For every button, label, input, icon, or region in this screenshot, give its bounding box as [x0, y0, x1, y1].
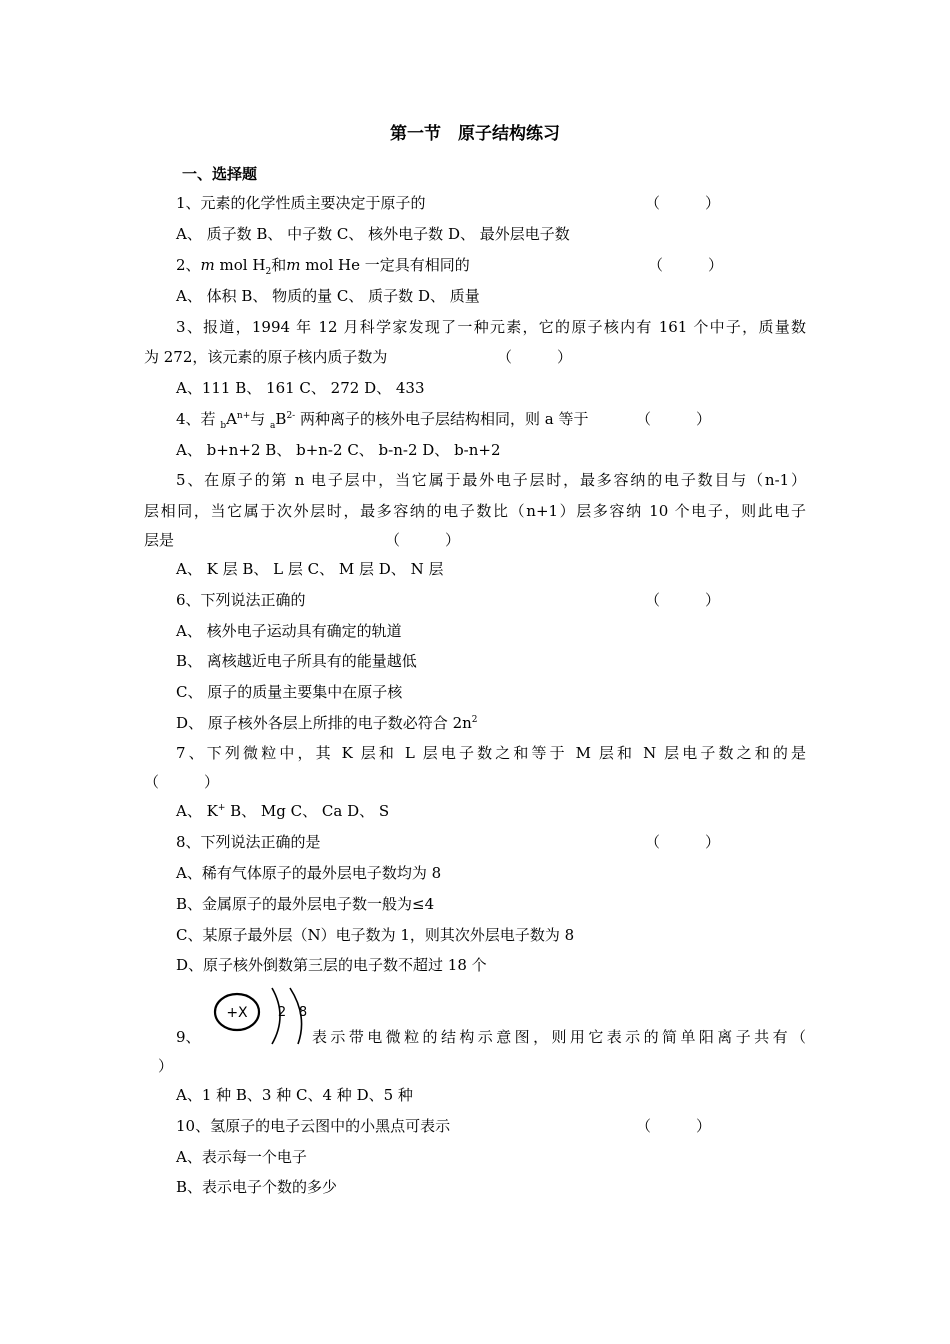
q2-prefix: 2、 [176, 256, 201, 274]
q2-m2: m [286, 256, 301, 274]
question-8-option-d: D、原子核外倒数第三层的电子数不超过 18 个 [176, 956, 487, 974]
answer-blank: （ ） [385, 531, 461, 549]
question-7-line2: （ ） [144, 773, 220, 791]
question-5-line3: 层是 [144, 531, 175, 549]
answer-blank: （ ） [636, 410, 712, 428]
question-5-options: A、 K 层 B、 L 层 C、 M 层 D、 N 层 [176, 560, 444, 578]
q7-opt-rest: B、 Mg C、 Ca D、 S [225, 802, 390, 820]
question-3-line1: 3、报道，1994 年 12 月科学家发现了一种元素，它的原子核内有 161 个中子，质量数 [176, 318, 806, 336]
question-3-line2: 为 272，该元素的原子核内质子数为 [144, 348, 388, 366]
shell-1-count: 2 [277, 1005, 287, 1020]
answer-blank: （ ） [636, 1117, 712, 1135]
question-1-options: A、 质子数 B、 中子数 C、 核外电子数 D、 最外层电子数 [176, 225, 570, 243]
question-10-option-b: B、表示电子个数的多少 [176, 1178, 338, 1196]
q2-sub: 2 [265, 267, 272, 277]
q4-e: 两种离子的核外电子层结构相同，则 a 等于 [295, 410, 589, 428]
q4-sub2: a [270, 421, 276, 431]
question-4-options: A、 b+n+2 B、 b+n-2 C、 b-n-2 D、 b-n+2 [176, 441, 501, 459]
question-3-options: A、111 B、 161 C、 272 D、 433 [176, 379, 425, 397]
q4-c: 与 [250, 410, 271, 428]
q6-d-text: D、 原子核外各层上所排的电子数必符合 2n [176, 714, 472, 732]
q4-a: 4、若 [176, 410, 221, 428]
question-9-close: ） [158, 1057, 174, 1075]
question-10-stem: 10、氢原子的电子云图中的小黑点可表示 [176, 1117, 451, 1135]
question-10-option-a: A、表示每一个电子 [176, 1148, 307, 1166]
section-heading: 一、选择题 [182, 165, 258, 183]
question-7-line1: 7、下列微粒中，其 K 层和 L 层电子数之和等于 M 层和 N 层电子数之和的是 [176, 744, 806, 762]
q2-c: mol He 一定具有相同的 [300, 256, 470, 274]
question-1-stem: 1、元素的化学性质主要决定于原子的 [176, 194, 426, 212]
question-6-option-a: A、 核外电子运动具有确定的轨道 [176, 622, 402, 640]
answer-blank: （ ） [645, 833, 721, 851]
q4-sup2: 2- [286, 411, 296, 421]
q7-opt-a-sup: + [217, 803, 226, 813]
question-4-stem [176, 409, 588, 429]
q2-m1: m [200, 256, 215, 274]
q2-a: mol H [214, 256, 266, 274]
question-7-options [176, 801, 389, 821]
answer-blank: （ ） [645, 194, 721, 212]
question-9-text: 表示带电微粒的结构示意图，则用它表示的简单阳离子共有（ [312, 1028, 806, 1046]
shell-2-count: 8 [298, 1005, 308, 1020]
question-6-option-d [176, 713, 478, 733]
question-6-stem: 6、下列说法正确的 [176, 591, 306, 609]
question-6-option-b: B、 离核越近电子所具有的能量越低 [176, 652, 417, 670]
q4-sup1: n+ [236, 411, 251, 421]
question-8-option-a: A、稀有气体原子的最外层电子数均为 8 [176, 864, 442, 882]
question-9-options: A、1 种 B、3 种 C、4 种 D、5 种 [176, 1086, 413, 1104]
question-5-line2: 层相同，当它属于次外层时，最多容纳的电子数比（n+1）层多容纳 10 个电子，则此电子 [144, 502, 806, 520]
q4-d: B [275, 410, 287, 428]
nucleus-label: +X [226, 1005, 248, 1021]
question-8-stem: 8、下列说法正确的是 [176, 833, 321, 851]
q4-sub1: b [220, 421, 227, 431]
q6-d-sup: 2 [471, 715, 478, 725]
q7-opt-a: A、 K [176, 802, 218, 820]
question-9-prefix: 9、 [176, 1028, 201, 1046]
question-2-stem [176, 255, 470, 275]
question-2-options: A、 体积 B、 物质的量 C、 质子数 D、 质量 [176, 287, 480, 305]
answer-blank: （ ） [645, 591, 721, 609]
atom-structure-diagram [212, 986, 312, 1048]
answer-blank: （ ） [497, 348, 573, 366]
question-6-option-c: C、 原子的质量主要集中在原子核 [176, 683, 403, 701]
page-title: 第一节 原子结构练习 [390, 124, 560, 144]
question-8-option-b: B、金属原子的最外层电子数一般为≤4 [176, 895, 435, 913]
q2-b: 和 [271, 256, 287, 274]
question-5-line1: 5、在原子的第 n 电子层中，当它属于最外电子层时，最多容纳的电子数目与（n-1） [176, 471, 806, 489]
answer-blank: （ ） [648, 256, 724, 274]
question-8-option-c: C、某原子最外层（N）电子数为 1，则其次外层电子数为 8 [176, 926, 575, 944]
q4-b: A [226, 410, 237, 428]
